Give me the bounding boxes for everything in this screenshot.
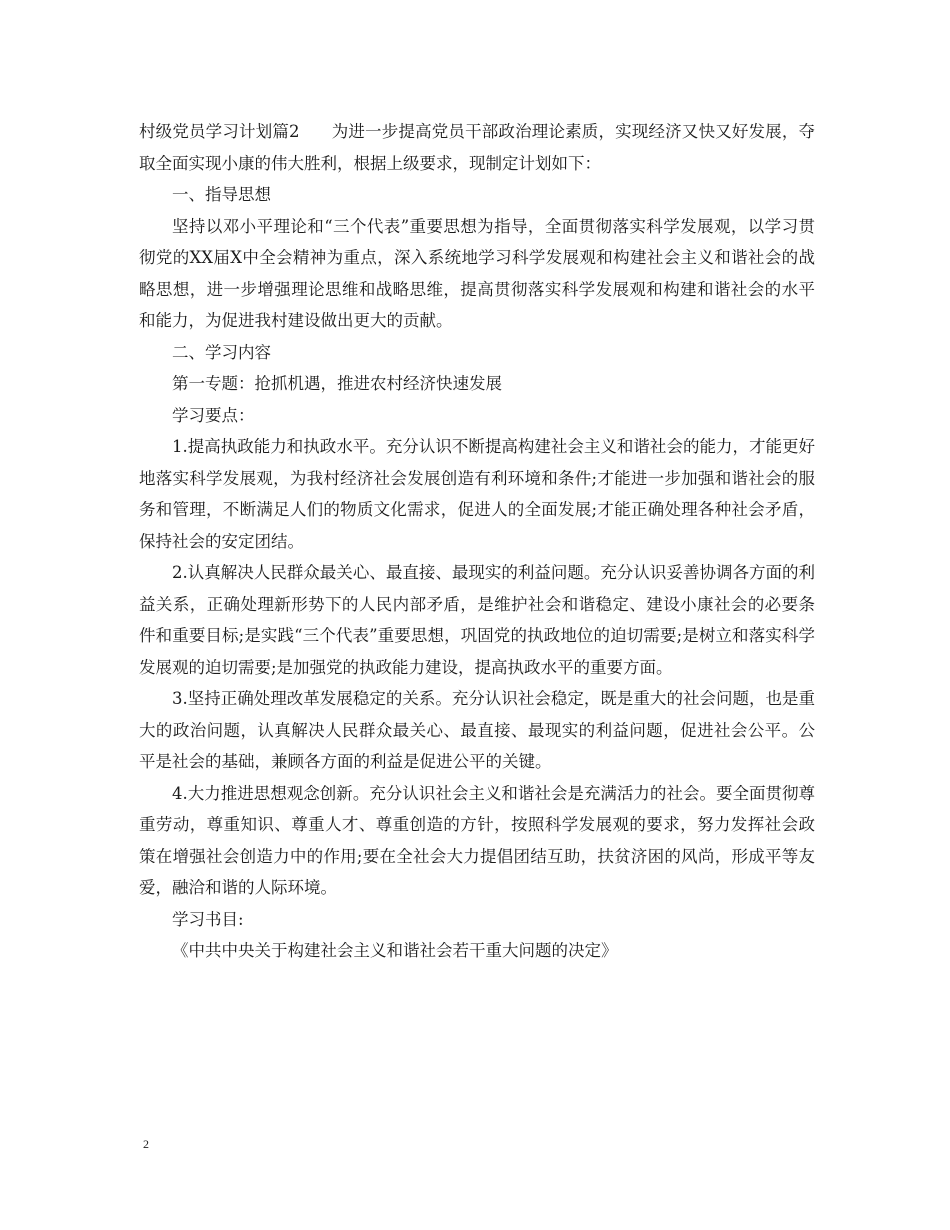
key-point-3: 3.坚持正确处理改革发展稳定的关系。充分认识社会稳定，既是重大的社会问题，也是重大的政治问题，认真解决人民群众最关心、最直接、最现实的利益问题，促进社会公平。公平是社会的基础，兼顾各方面的利益是促进公平的关键。	[139, 689, 815, 771]
page-number: 2	[143, 1137, 149, 1151]
key-point-4: 4.大力推进思想观念创新。充分认识社会主义和谐社会是充满活力的社会。要全面贯彻尊重劳动，尊重知识、尊重人才、尊重创造的方针，按照科学发展观的要求，努力发挥社会政策在增强社会创造力中的作用;要在全社会大力提倡团结互助，扶贫济困的风尚，形成平等友爱，融洽和谐的人际环境。	[139, 783, 815, 897]
intro-text: 为进一步提高党员干部政治理论素质，实现经济又快又好发展，夺取全面实现小康的伟大胜利，根据上级要求，现制定计划如下：	[139, 122, 816, 173]
section-heading-guiding-ideology: 一、指导思想	[172, 185, 271, 204]
body-paragraph: 坚持以邓小平理论和“三个代表”重要思想为指导，全面贯彻落实科学发展观，以学习贯彻党的XX届X中全会精神为重点，深入系统地学习科学发展观和构建社会主义和谐社会的战略思想，进一步增强理论思维和战略思维，提高贯彻落实科学发展观和构建和谐社会的水平和能力，为促进我村建设做出更大的贡献。	[139, 216, 815, 330]
document-title: 村级党员学习计划篇2	[139, 122, 300, 141]
book-list-label: 学习书目:	[172, 909, 244, 929]
key-points-label: 学习要点：	[172, 405, 255, 425]
key-point-1: 1.提高执政能力和执政水平。充分认识不断提高构建社会主义和谐社会的能力，才能更好地落实科学发展观，为我村经济社会发展创造有利环境和条件;才能进一步加强和谐社会的服务和管理，不断满足人们的物质文化需求，促进人的全面发展;才能正确处理各种社会矛盾，保持社会的安定团结。	[139, 437, 815, 551]
title-paragraph	[139, 116, 815, 179]
document-body	[139, 116, 815, 967]
section-heading-study-content: 二、学习内容	[172, 342, 271, 362]
key-point-2: 2.认真解决人民群众最关心、最直接、最现实的利益问题。充分认识妥善协调各方面的利益关系，正确处理新形势下的人民内部矛盾，是维护社会和谐稳定、建设小康社会的必要条件和重要目标;是实践“三个代表”重要思想，巩固党的执政地位的迫切需要;是树立和落实科学发展观的迫切需要;是加强党的执政能力建设，提高执政水平的重要方面。	[139, 563, 815, 677]
book-title: 《中共中央关于构建社会主义和谐社会若干重大问题的决定》	[172, 941, 618, 960]
topic-heading: 第一专题：抢抓机遇，推进农村经济快速发展	[172, 374, 502, 393]
